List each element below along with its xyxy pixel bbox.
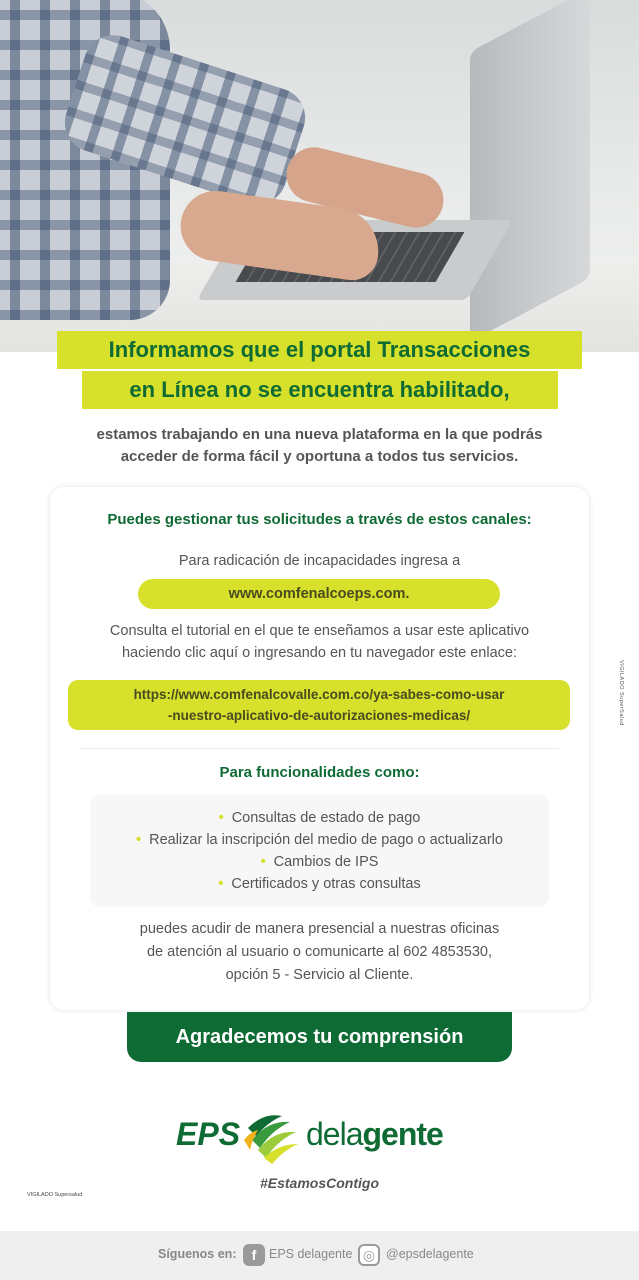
facebook-icon[interactable]: f <box>243 1244 265 1266</box>
channels-card <box>50 487 589 1010</box>
hashtag: #EstamosContigo <box>259 1175 379 1191</box>
features-list <box>90 795 549 907</box>
vigilado-bottom-stamp: VIGILADO Supersalud <box>27 1192 83 1198</box>
follow-label: Síguenos en: <box>158 1247 237 1261</box>
bullet-icon: • <box>218 810 224 826</box>
list-item: • Cambios de IPS <box>260 854 379 870</box>
instagram-link[interactable]: @epsdelagente <box>386 1247 474 1261</box>
list-item: • Realizar la inscripción del medio de pago o actualizarlo <box>136 832 503 848</box>
bullet-icon: • <box>260 854 266 870</box>
logo-brand-text: delagente <box>306 1116 443 1152</box>
instagram-icon[interactable]: ◎ <box>358 1244 380 1266</box>
radicacion-link[interactable]: www.comfenalcoeps.com. <box>138 579 500 609</box>
eps-delagente-logo <box>170 1108 470 1164</box>
bullet-icon: • <box>136 832 142 848</box>
headline-line-2: en Línea no se encuentra habilitado, <box>129 377 510 402</box>
hero-image <box>0 0 639 352</box>
radicacion-text: Para radicación de incapacidades ingresa a <box>178 553 461 569</box>
channels-heading: Puedes gestionar tus solicitudes a través de estos canales: <box>107 511 532 528</box>
headline-line-1: Informamos que el portal Transacciones <box>108 337 531 362</box>
list-item: • Certificados y otras consultas <box>218 876 421 892</box>
tutorial-link[interactable]: https://www.comfenalcovalle.com.co/ya-sabes-como-usar -nuestro-aplicativo-de-autorizaciones-medicas/ <box>68 680 570 730</box>
list-item: • Consultas de estado de pago <box>218 810 421 826</box>
divider <box>80 748 559 749</box>
thanks-banner: Agradecemos tu comprensión <box>127 1012 512 1062</box>
tutorial-text: Consulta el tutorial en el que te enseñamos a usar este aplicativo haciendo clic aquí o ingresando en tu navegador este enlace: <box>109 623 530 661</box>
bullet-icon: • <box>218 876 224 892</box>
closing-text: puedes acudir de manera presencial a nuestras oficinas de atención al usuario o comunicarte al 602 4853530, opción 5 - Servicio al Cliente. <box>139 921 500 983</box>
features-heading: Para funcionalidades como: <box>219 764 420 781</box>
logo-mark-icon <box>242 1110 300 1164</box>
footer <box>0 1231 639 1280</box>
facebook-link[interactable]: EPS delagente <box>269 1247 353 1261</box>
logo-eps-text: EPS <box>176 1116 241 1152</box>
vigilado-side-stamp: VIGILADO SuperSalud <box>618 660 624 726</box>
intro-text: estamos trabajando en una nueva plataforma en la que podrás acceder de forma fácil y oportuna a todos tus servicios. <box>96 426 543 465</box>
